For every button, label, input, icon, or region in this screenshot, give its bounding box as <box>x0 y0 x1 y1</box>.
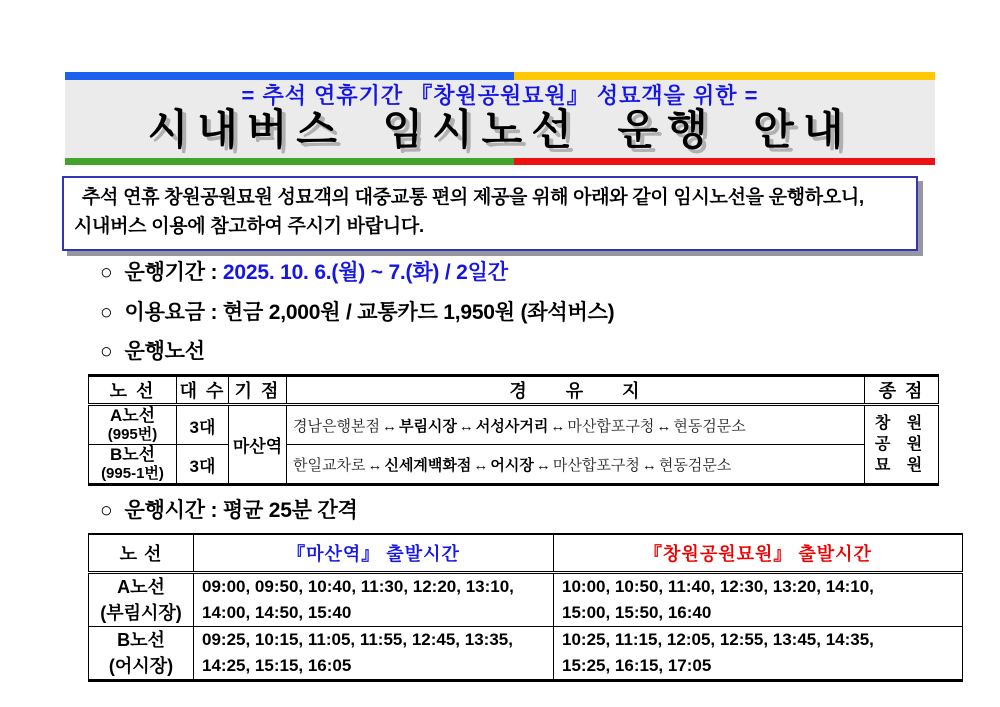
times-line: 10:00, 10:50, 11:40, 12:30, 13:20, 14:10, <box>562 577 874 596</box>
times-line: 14:00, 14:50, 15:40 <box>202 603 352 622</box>
col-header-terminus: 종 점 <box>865 376 939 405</box>
route-origin: 마산역 <box>229 405 287 485</box>
arrow-icon: ↔ <box>550 417 566 435</box>
top-bar-blue-segment <box>65 72 514 80</box>
terminus-line: 창 원 <box>874 415 929 432</box>
via-stop: 현동검문소 <box>673 417 746 435</box>
col-header-route: 노 선 <box>89 376 177 405</box>
via-stop: 마산합포구청 <box>552 456 640 474</box>
time-b-cemetery <box>554 627 963 681</box>
times-line: 15:00, 15:50, 16:40 <box>562 603 712 622</box>
via-stop: 서성사거리 <box>475 417 549 435</box>
bullet-circle-icon: ○ <box>100 261 113 284</box>
bottom-bar-green-segment <box>65 158 514 165</box>
route-a-bus-count: 3대 <box>177 405 229 445</box>
col-header-count: 대 수 <box>177 376 229 405</box>
time-route-a-origin: (부림시장) <box>100 603 182 623</box>
route-row-a <box>89 405 939 445</box>
route-b-name-main: B노선 <box>109 445 156 464</box>
route-table-header-row <box>89 376 939 405</box>
time-route-b <box>89 627 194 681</box>
bullet-operation-period <box>100 256 508 286</box>
col-header-route: 노 선 <box>89 534 194 573</box>
times-line: 09:00, 09:50, 10:40, 11:30, 12:20, 13:10, <box>202 577 514 596</box>
header-subtitle: = 추석 연휴기간 『창원공원묘원』 성묘객을 위한 = <box>241 83 759 108</box>
header-banner <box>65 72 935 165</box>
times-line: 15:25, 16:15, 17:05 <box>562 656 712 675</box>
bullet-circle-icon: ○ <box>100 340 113 363</box>
terminus-line: 묘 원 <box>874 457 929 474</box>
via-stop: 현동검문소 <box>658 456 732 474</box>
route-terminus <box>865 405 939 485</box>
route-a-name <box>89 405 177 445</box>
route-b-name-number: (995-1번) <box>101 465 164 482</box>
period-value: 2025. 10. 6.(월) ~ 7.(화) / 2일간 <box>222 261 508 284</box>
page-title: 시내버스 임시노선 운행 안내 <box>147 106 853 153</box>
header-bottom-bar <box>65 158 935 165</box>
top-bar-yellow-segment <box>514 72 935 80</box>
terminus-line: 공 원 <box>874 436 929 453</box>
schedule-value: 평균 25분 간격 <box>222 499 358 522</box>
via-stop: 어시장 <box>490 456 534 474</box>
notice-box <box>62 176 918 251</box>
col-header-cemetery-departures: 『창원공원묘원』 출발시간 <box>554 534 963 573</box>
col-header-via: 경 유 지 <box>287 376 865 405</box>
time-route-a <box>89 573 194 627</box>
time-table <box>88 533 963 682</box>
schedule-label: 운행시간 : <box>124 499 218 522</box>
time-b-masan <box>194 627 554 681</box>
via-stop: 신세계백화점 <box>384 456 472 474</box>
period-label: 운행기간 : <box>124 261 218 284</box>
bullet-routes <box>100 335 205 365</box>
time-table-header-row <box>89 534 963 573</box>
route-b-via <box>287 445 865 485</box>
notice-line-1: 추석 연휴 창원공원묘원 성묘객의 대중교통 편의 제공을 위해 아래와 같이 임시노선을 운행하오니, <box>82 187 864 208</box>
arrow-icon: ↔ <box>367 456 383 474</box>
routes-label: 운행노선 <box>124 340 205 363</box>
fare-label: 이용요금 : <box>124 301 218 324</box>
bullet-schedule <box>100 494 358 524</box>
times-line: 14:25, 15:15, 16:05 <box>202 656 352 675</box>
route-b-bus-count: 3대 <box>177 445 229 485</box>
header-body <box>65 80 935 158</box>
arrow-icon: ↔ <box>473 456 489 474</box>
arrow-icon: ↔ <box>535 456 551 474</box>
time-a-cemetery <box>554 573 963 627</box>
via-stop: 마산합포구청 <box>567 417 655 435</box>
bullet-fare <box>100 296 614 326</box>
bullet-circle-icon: ○ <box>100 499 113 522</box>
arrow-icon: ↔ <box>656 417 672 435</box>
time-row-b <box>89 627 963 681</box>
times-line: 10:25, 11:15, 12:05, 12:55, 13:45, 14:35, <box>562 630 874 649</box>
times-line: 09:25, 10:15, 11:05, 11:55, 12:45, 13:35, <box>202 630 513 649</box>
arrow-icon: ↔ <box>381 417 397 435</box>
time-route-b-origin: (어시장) <box>108 656 174 676</box>
col-header-origin: 기 점 <box>229 376 287 405</box>
route-table <box>88 374 939 486</box>
bullet-circle-icon: ○ <box>100 301 113 324</box>
arrow-icon: ↔ <box>641 456 657 474</box>
fare-value: 현금 2,000원 / 교통카드 1,950원 (좌석버스) <box>222 301 615 324</box>
route-row-b <box>89 445 939 485</box>
bottom-bar-red-segment <box>514 158 935 165</box>
time-route-b-name: B노선 <box>117 630 165 650</box>
route-a-name-number: (995번) <box>107 426 158 443</box>
col-header-masan-departures: 『마산역』 출발시간 <box>194 534 554 573</box>
route-a-via <box>287 405 865 445</box>
via-stop: 한일교차로 <box>293 456 366 474</box>
time-route-a-name: A노선 <box>117 577 165 597</box>
arrow-icon: ↔ <box>458 417 474 435</box>
header-top-bar <box>65 72 935 80</box>
time-a-masan <box>194 573 554 627</box>
notice-line-2: 시내버스 이용에 참고하여 주시기 바랍니다. <box>74 216 424 237</box>
time-row-a <box>89 573 963 627</box>
via-stop: 부림시장 <box>398 417 457 435</box>
route-a-name-main: A노선 <box>109 406 156 425</box>
via-stop: 경남은행본점 <box>293 417 380 435</box>
route-b-name <box>89 445 177 485</box>
